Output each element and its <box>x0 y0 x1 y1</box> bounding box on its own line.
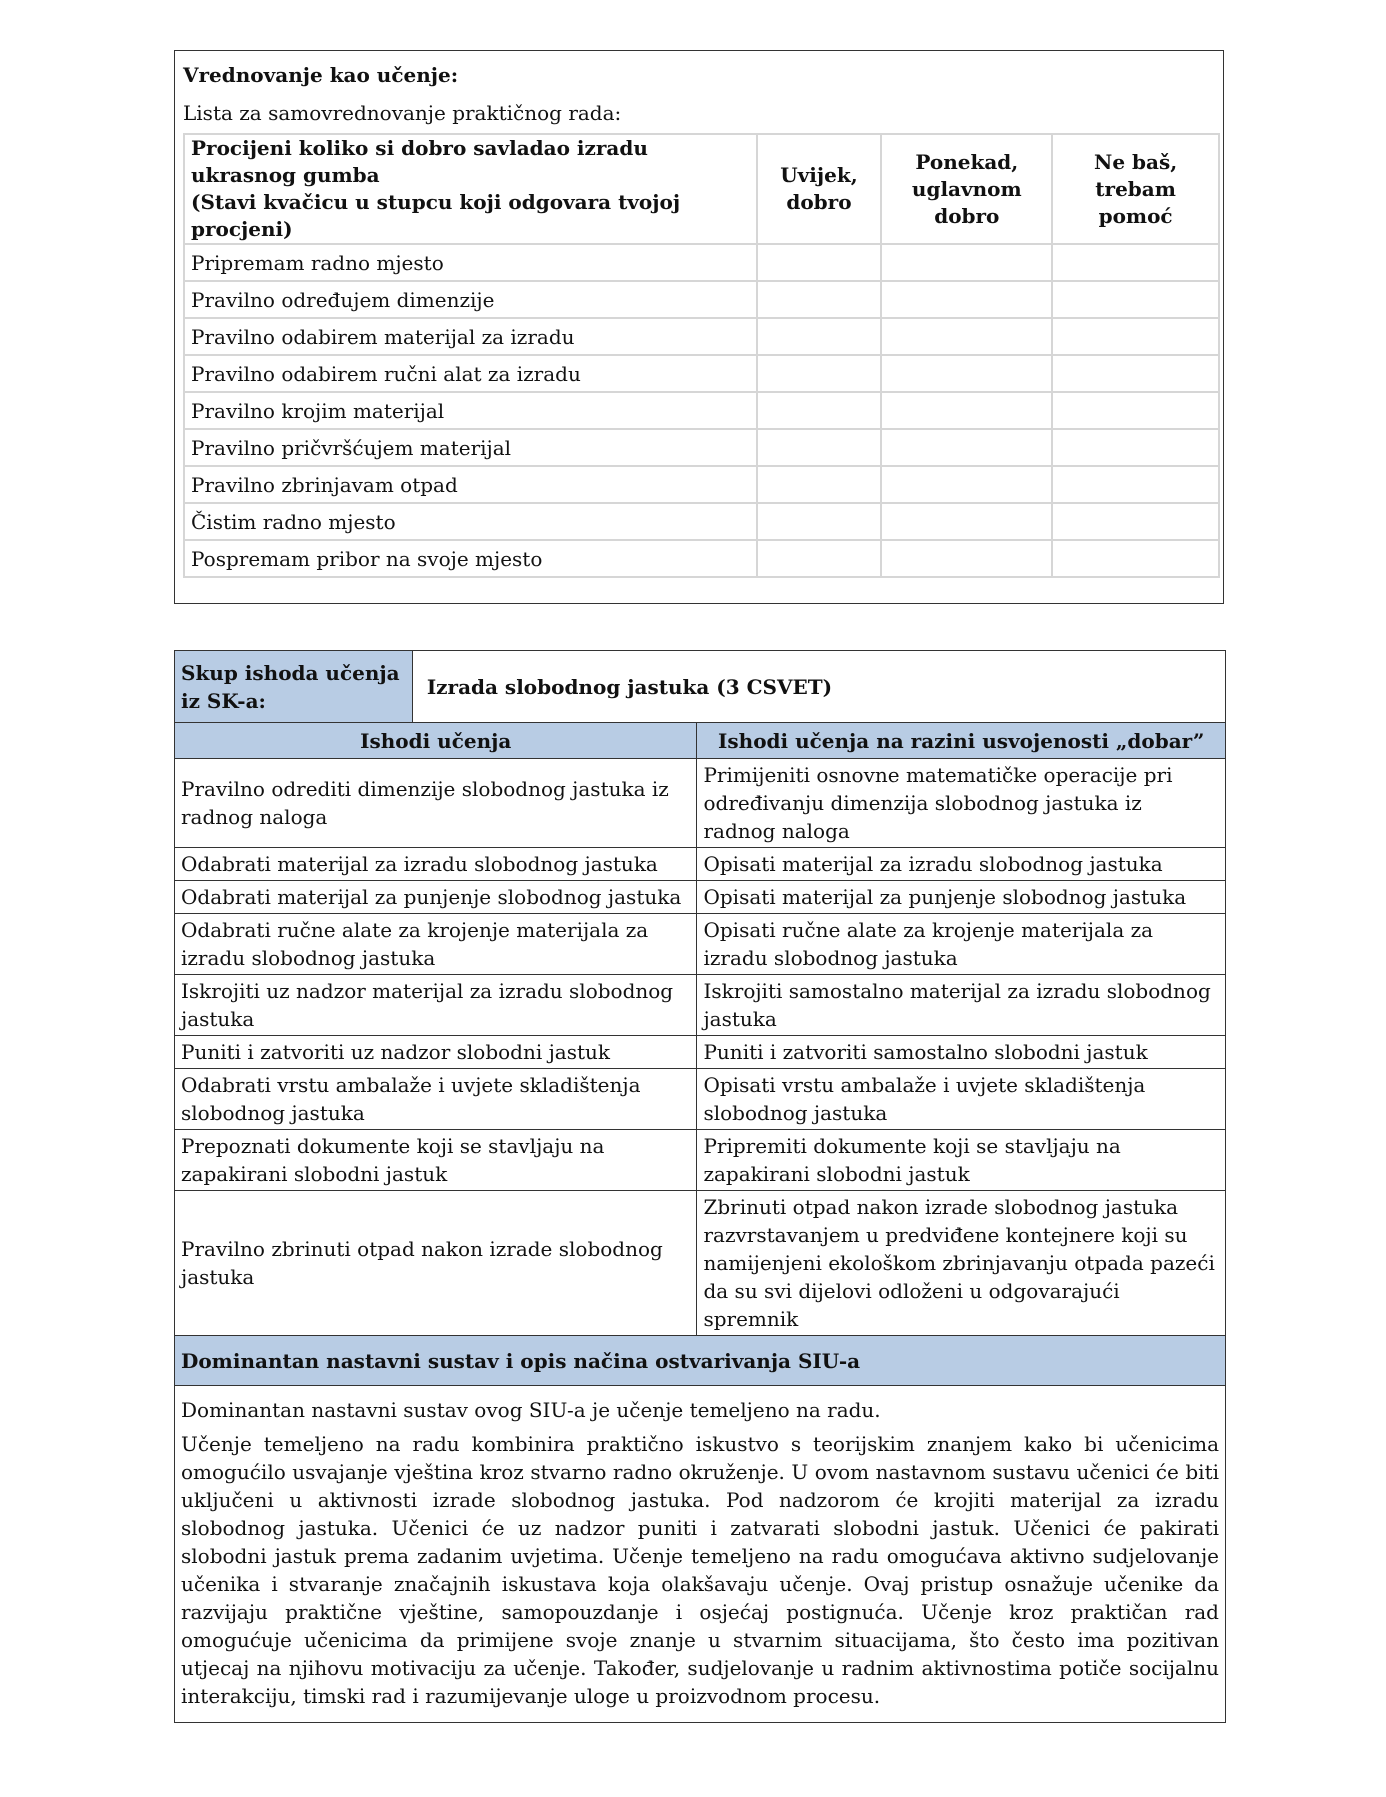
criterion-label: Čistim radno mjesto <box>184 503 757 540</box>
check-cell[interactable] <box>1052 244 1219 281</box>
section-title: Vrednovanje kao učenje: <box>183 63 459 87</box>
check-cell[interactable] <box>757 355 882 392</box>
teaching-system-header: Dominantan nastavni sustav i opis načina ostvarivanja SIU-a <box>175 1336 1226 1386</box>
table-row <box>184 466 1219 503</box>
self-assessment-box <box>174 50 1224 604</box>
self-assessment-table <box>183 133 1220 578</box>
check-cell[interactable] <box>1052 355 1219 392</box>
table-row <box>184 281 1219 318</box>
check-cell[interactable] <box>757 503 882 540</box>
check-cell[interactable] <box>1052 466 1219 503</box>
table-row <box>184 503 1219 540</box>
table-row <box>175 759 1226 848</box>
check-cell[interactable] <box>757 392 882 429</box>
outcome-left: Prepoznati dokumente koji se stavljaju na zapakirani slobodni jastuk <box>175 1130 697 1191</box>
col-sometimes-good: Ponekad, uglavnom dobro <box>881 134 1052 244</box>
description-paragraph: Učenje temeljeno na radu kombinira praktično iskustvo s teorijskim znanjem kako bi učenicima omogućilo usvajanje vještina kroz stvarno radno okruženje. U ovom nastavnom sustavu učenici će biti uključeni u aktivnosti izrade slobodnog jastuka. Pod nadzorom će krojiti materijal za izradu slobodnog jastuka. Učenici će uz nadzor puniti i zatvarati slobodni jastuk. Učenici će pakirati slobodni jastuk prema zadanim uvjetima. Učenje temeljeno na radu omogućava aktivno sudjelovanje učenika i stvaranje značajnih iskustava koja olakšavaju učenje. Ovaj pristup osnažuje učenike da razvijaju praktične vještine, samopouzdanje i osjećaj postignuća. Učenje kroz praktičan rad omogućuje učenicima da primijene svoje znanje u stvarnim situacijama, što često ima pozitivan utjecaj na njihovu motivaciju za učenje. Također, sudjelovanje u radnim aktivnostima potiče socijalnu interakciju, timski rad i razumijevanje uloge u proizvodnom procesu. <box>181 1432 1219 1708</box>
check-cell[interactable] <box>881 466 1052 503</box>
outcome-left: Puniti i zatvoriti uz nadzor slobodni jastuk <box>175 1036 697 1069</box>
check-cell[interactable] <box>881 318 1052 355</box>
check-cell[interactable] <box>1052 281 1219 318</box>
outcome-set-row <box>175 651 1226 723</box>
criterion-label: Pravilno odabirem materijal za izradu <box>184 318 757 355</box>
criterion-label: Pospremam pribor na svoje mjesto <box>184 540 757 577</box>
check-cell[interactable] <box>757 281 882 318</box>
table-row <box>175 1191 1226 1336</box>
learning-outcomes-table <box>174 650 1226 1723</box>
table-row <box>175 1036 1226 1069</box>
outcome-right: Iskrojiti samostalno materijal za izradu slobodnog jastuka <box>697 975 1226 1036</box>
table-row <box>175 881 1226 914</box>
check-cell[interactable] <box>881 244 1052 281</box>
criterion-label: Pravilno pričvršćujem materijal <box>184 429 757 466</box>
outcome-left: Odabrati vrstu ambalaže i uvjete skladištenja slobodnog jastuka <box>175 1069 697 1130</box>
check-cell[interactable] <box>757 429 882 466</box>
table-row <box>175 975 1226 1036</box>
outcome-left: Pravilno zbrinuti otpad nakon izrade slobodnog jastuka <box>175 1191 697 1336</box>
check-cell[interactable] <box>757 244 882 281</box>
criterion-label: Pravilno zbrinjavam otpad <box>184 466 757 503</box>
table-row <box>184 540 1219 577</box>
teaching-system-description <box>175 1386 1226 1723</box>
outcome-right: Zbrinuti otpad nakon izrade slobodnog jastuka razvrstavanjem u predviđene kontejnere koji su namijenjeni ekološkom zbrinjavanju otpada pazeći da su svi dijelovi odloženi u odgovarajući spremnik <box>697 1191 1226 1336</box>
check-cell[interactable] <box>1052 503 1219 540</box>
check-cell[interactable] <box>1052 392 1219 429</box>
check-cell[interactable] <box>881 540 1052 577</box>
table-row <box>184 355 1219 392</box>
outcome-left: Odabrati materijal za punjenje slobodnog jastuka <box>175 881 697 914</box>
outcomes-header-row <box>175 723 1226 759</box>
outcome-right: Primijeniti osnovne matematičke operacije pri određivanju dimenzija slobodnog jastuka iz radnog naloga <box>697 759 1226 848</box>
description-paragraph: Dominantan nastavni sustav ovog SIU-a je učenje temeljeno na radu. <box>181 1398 881 1422</box>
outcome-left: Odabrati ručne alate za krojenje materijala za izradu slobodnog jastuka <box>175 914 697 975</box>
outcome-left: Odabrati materijal za izradu slobodnog jastuka <box>175 848 697 881</box>
criterion-label: Pravilno određujem dimenzije <box>184 281 757 318</box>
outcome-right: Opisati ručne alate za krojenje materijala za izradu slobodnog jastuka <box>697 914 1226 975</box>
table-row <box>184 392 1219 429</box>
outcome-left: Iskrojiti uz nadzor materijal za izradu slobodnog jastuka <box>175 975 697 1036</box>
col-need-help: Ne baš, trebam pomoć <box>1052 134 1219 244</box>
outcome-left: Pravilno odrediti dimenzije slobodnog jastuka iz radnog naloga <box>175 759 697 848</box>
table-row <box>175 1069 1226 1130</box>
table-row <box>175 914 1226 975</box>
check-cell[interactable] <box>757 318 882 355</box>
question-header: Procijeni koliko si dobro savladao izradu ukrasnog gumba (Stavi kvačicu u stupcu koji odgovara tvojoj procjeni) <box>184 134 757 244</box>
check-cell[interactable] <box>881 429 1052 466</box>
system-description-row <box>175 1386 1226 1723</box>
section-subtitle: Lista za samovrednovanje praktičnog rada: <box>183 101 622 125</box>
outcome-right: Puniti i zatvoriti samostalno slobodni jastuk <box>697 1036 1226 1069</box>
col-always-good: Uvijek, dobro <box>757 134 882 244</box>
outcome-set-label: Skup ishoda učenja iz SK-a: <box>175 651 413 723</box>
col-outcomes-good-level: Ishodi učenja na razini usvojenosti „dobar” <box>697 723 1226 759</box>
check-cell[interactable] <box>757 540 882 577</box>
criterion-label: Pravilno krojim materijal <box>184 392 757 429</box>
outcome-right: Opisati vrstu ambalaže i uvjete skladištenja slobodnog jastuka <box>697 1069 1226 1130</box>
criterion-label: Pravilno odabirem ručni alat za izradu <box>184 355 757 392</box>
outcome-set-value: Izrada slobodnog jastuka (3 CSVET) <box>412 651 1225 723</box>
criterion-label: Pripremam radno mjesto <box>184 244 757 281</box>
check-cell[interactable] <box>881 355 1052 392</box>
check-cell[interactable] <box>881 392 1052 429</box>
table-row <box>175 1130 1226 1191</box>
outcome-right: Pripremiti dokumente koji se stavljaju na zapakirani slobodni jastuk <box>697 1130 1226 1191</box>
check-cell[interactable] <box>1052 429 1219 466</box>
check-cell[interactable] <box>881 503 1052 540</box>
col-learning-outcomes: Ishodi učenja <box>175 723 697 759</box>
table-row <box>184 318 1219 355</box>
table-row <box>175 848 1226 881</box>
outcome-right: Opisati materijal za punjenje slobodnog jastuka <box>697 881 1226 914</box>
table-row <box>184 244 1219 281</box>
check-cell[interactable] <box>757 466 882 503</box>
check-cell[interactable] <box>1052 318 1219 355</box>
table-row <box>184 429 1219 466</box>
check-cell[interactable] <box>881 281 1052 318</box>
system-header-row <box>175 1336 1226 1386</box>
table-header-row <box>184 134 1219 244</box>
check-cell[interactable] <box>1052 540 1219 577</box>
outcome-right: Opisati materijal za izradu slobodnog jastuka <box>697 848 1226 881</box>
